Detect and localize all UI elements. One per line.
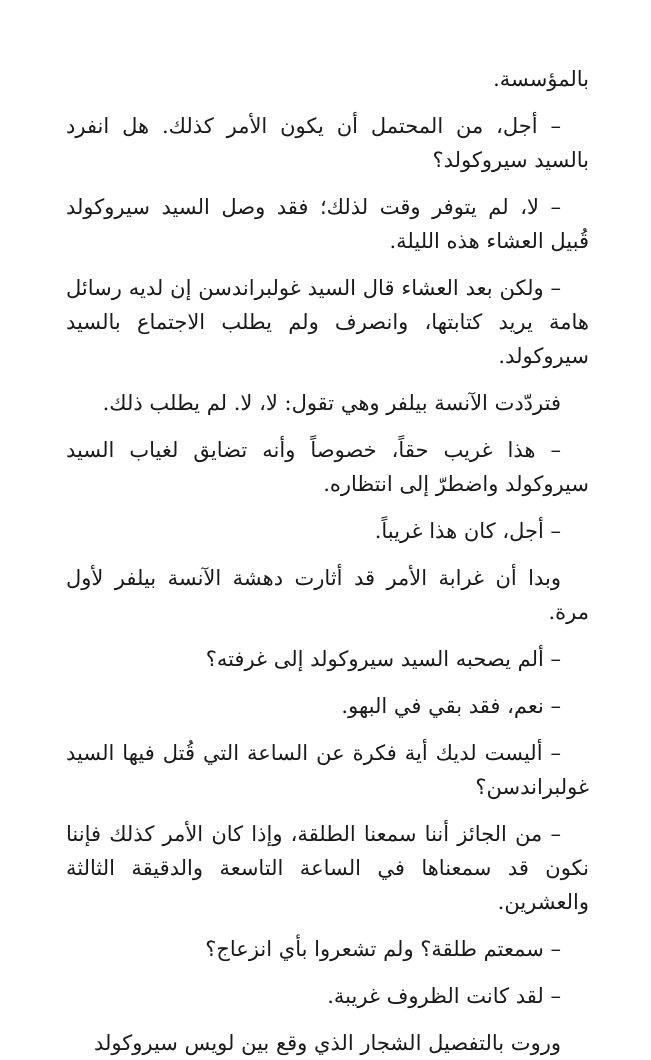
paragraph: – هذا غريب حقاً، خصوصاً وأنه تضايق لغياب السيد سيروكولد واضطرّ إلى انتظاره. <box>66 438 589 496</box>
paragraph: – لا، لم يتوفر وقت لذلك؛ فقد وصل السيد سيروكولد قُبيل العشاء هذه الليلة. <box>66 195 589 253</box>
paragraph: – لقد كانت الظروف غريبة. <box>327 984 561 1008</box>
paragraph: – أليست لديك أية فكرة عن الساعة التي قُتل فيها السيد غولبراندسن؟ <box>66 741 589 799</box>
paragraph: – ولكن بعد العشاء قال السيد غولبراندسن إن لديه رسائل هامة يريد كتابتها، وانصرف ولم يطلب الاجتماع بالسيد سيروكولد. <box>66 276 589 368</box>
paragraph: – أجل، كان هذا غريباً. <box>374 519 561 543</box>
paragraph: وروت بالتفصيل الشجار الذي وقع بين لويس سيروكولد <box>93 1031 561 1055</box>
paragraph: – سمعتم طلقة؟ ولم تشعروا بأي انزعاج؟ <box>205 937 561 961</box>
paragraph: وبدا أن غرابة الأمر قد أثارت دهشة الآنسة بيلفر لأول مرة. <box>66 566 589 624</box>
paragraph: – ألم يصحبه السيد سيروكولد إلى غرفته؟ <box>205 647 561 671</box>
book-page <box>66 62 589 1060</box>
paragraph: بالمؤسسة. <box>493 67 589 91</box>
paragraph: – من الجائز أننا سمعنا الطلقة، وإذا كان الأمر كذلك فإننا نكون قد سمعناها في الساعة التاسعة والدقيقة الثالثة والعشرين. <box>66 822 589 914</box>
paragraph: – أجل، من المحتمل أن يكون الأمر كذلك. هل انفرد بالسيد سيروكولد؟ <box>66 114 589 172</box>
paragraph: – نعم، فقد بقي في البهو. <box>341 694 561 718</box>
paragraph: فتردّدت الآنسة بيلفر وهي تقول: لا، لا. لم يطلب ذلك. <box>102 391 561 415</box>
